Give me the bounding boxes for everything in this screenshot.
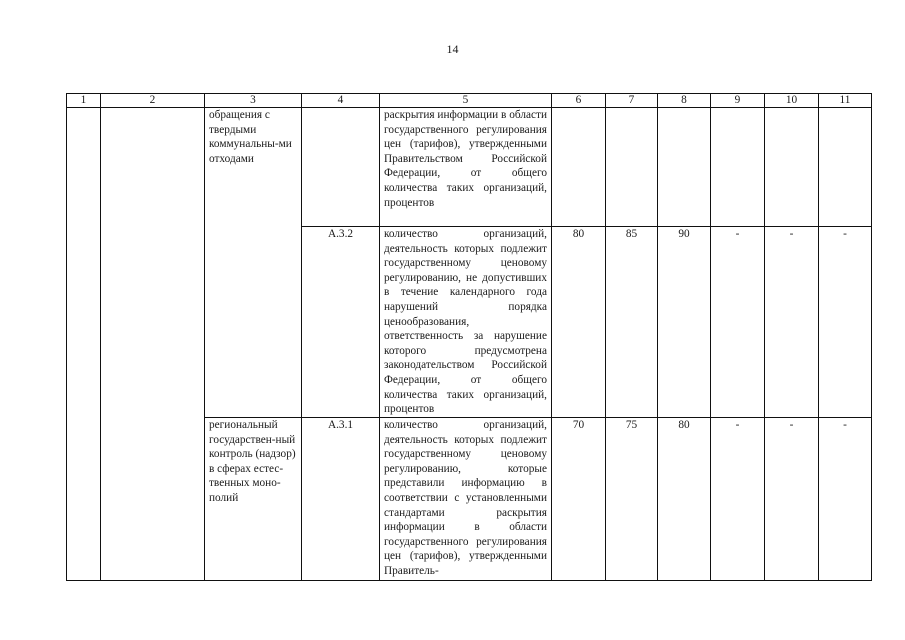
indicators-table [66, 93, 872, 581]
value-cell: - [711, 418, 765, 581]
value-cell [711, 108, 765, 227]
header-cell: 5 [380, 94, 552, 108]
header-cell: 1 [67, 94, 101, 108]
value-cell: 80 [658, 418, 711, 581]
value-cell: - [765, 227, 819, 418]
value-cell [765, 108, 819, 227]
value-cell: - [765, 418, 819, 581]
indicator-description: количество организаций, деятельность которых подлежит государственному ценовому регулированию, которые представили информацию в соответствии с установленными стандартами раскрытия информации в области государственного регулирования цен (тарифов), утвержденными Правитель- [380, 418, 552, 581]
header-cell: 4 [302, 94, 380, 108]
header-cell: 10 [765, 94, 819, 108]
col2-cell [101, 108, 205, 581]
table-row [67, 108, 872, 227]
indicator-description: количество организаций, деятельность которых подлежит государственному ценовому регулированию, не допустивших в течение календарного года нарушений порядка ценообразования, ответственность за нарушение которого предусмотрена законодательством Российской Федерации, от общего количества таких организаций, процентов [380, 227, 552, 418]
value-cell [819, 108, 872, 227]
header-cell: 9 [711, 94, 765, 108]
indicator-code: А.3.2 [302, 227, 380, 418]
value-cell: - [819, 227, 872, 418]
value-cell: 75 [606, 418, 658, 581]
col5-cell: раскрытия информации в области государственного регулирования цен (тарифов), утвержденными Правительством Российской Федерации, от общего количества таких организаций, процентов [380, 108, 552, 227]
col4-cell [302, 108, 380, 227]
header-cell: 6 [552, 94, 606, 108]
value-cell: - [819, 418, 872, 581]
header-cell: 2 [101, 94, 205, 108]
value-cell: 90 [658, 227, 711, 418]
header-cell: 3 [205, 94, 302, 108]
page-number: 14 [446, 42, 459, 56]
header-row [67, 94, 872, 108]
col1-cell [67, 108, 101, 581]
control-type-label: региональный государствен-ный контроль (надзор) в сферах естес-твенных моно-полий [205, 418, 302, 581]
value-cell: 85 [606, 227, 658, 418]
value-cell [658, 108, 711, 227]
header-cell: 11 [819, 94, 872, 108]
col3-cell: обращения с твердыми коммунальны-ми отходами [205, 108, 302, 418]
indicator-code: А.3.1 [302, 418, 380, 581]
header-cell: 7 [606, 94, 658, 108]
value-cell: 70 [552, 418, 606, 581]
value-cell [606, 108, 658, 227]
value-cell: - [711, 227, 765, 418]
value-cell: 80 [552, 227, 606, 418]
value-cell [552, 108, 606, 227]
header-cell: 8 [658, 94, 711, 108]
